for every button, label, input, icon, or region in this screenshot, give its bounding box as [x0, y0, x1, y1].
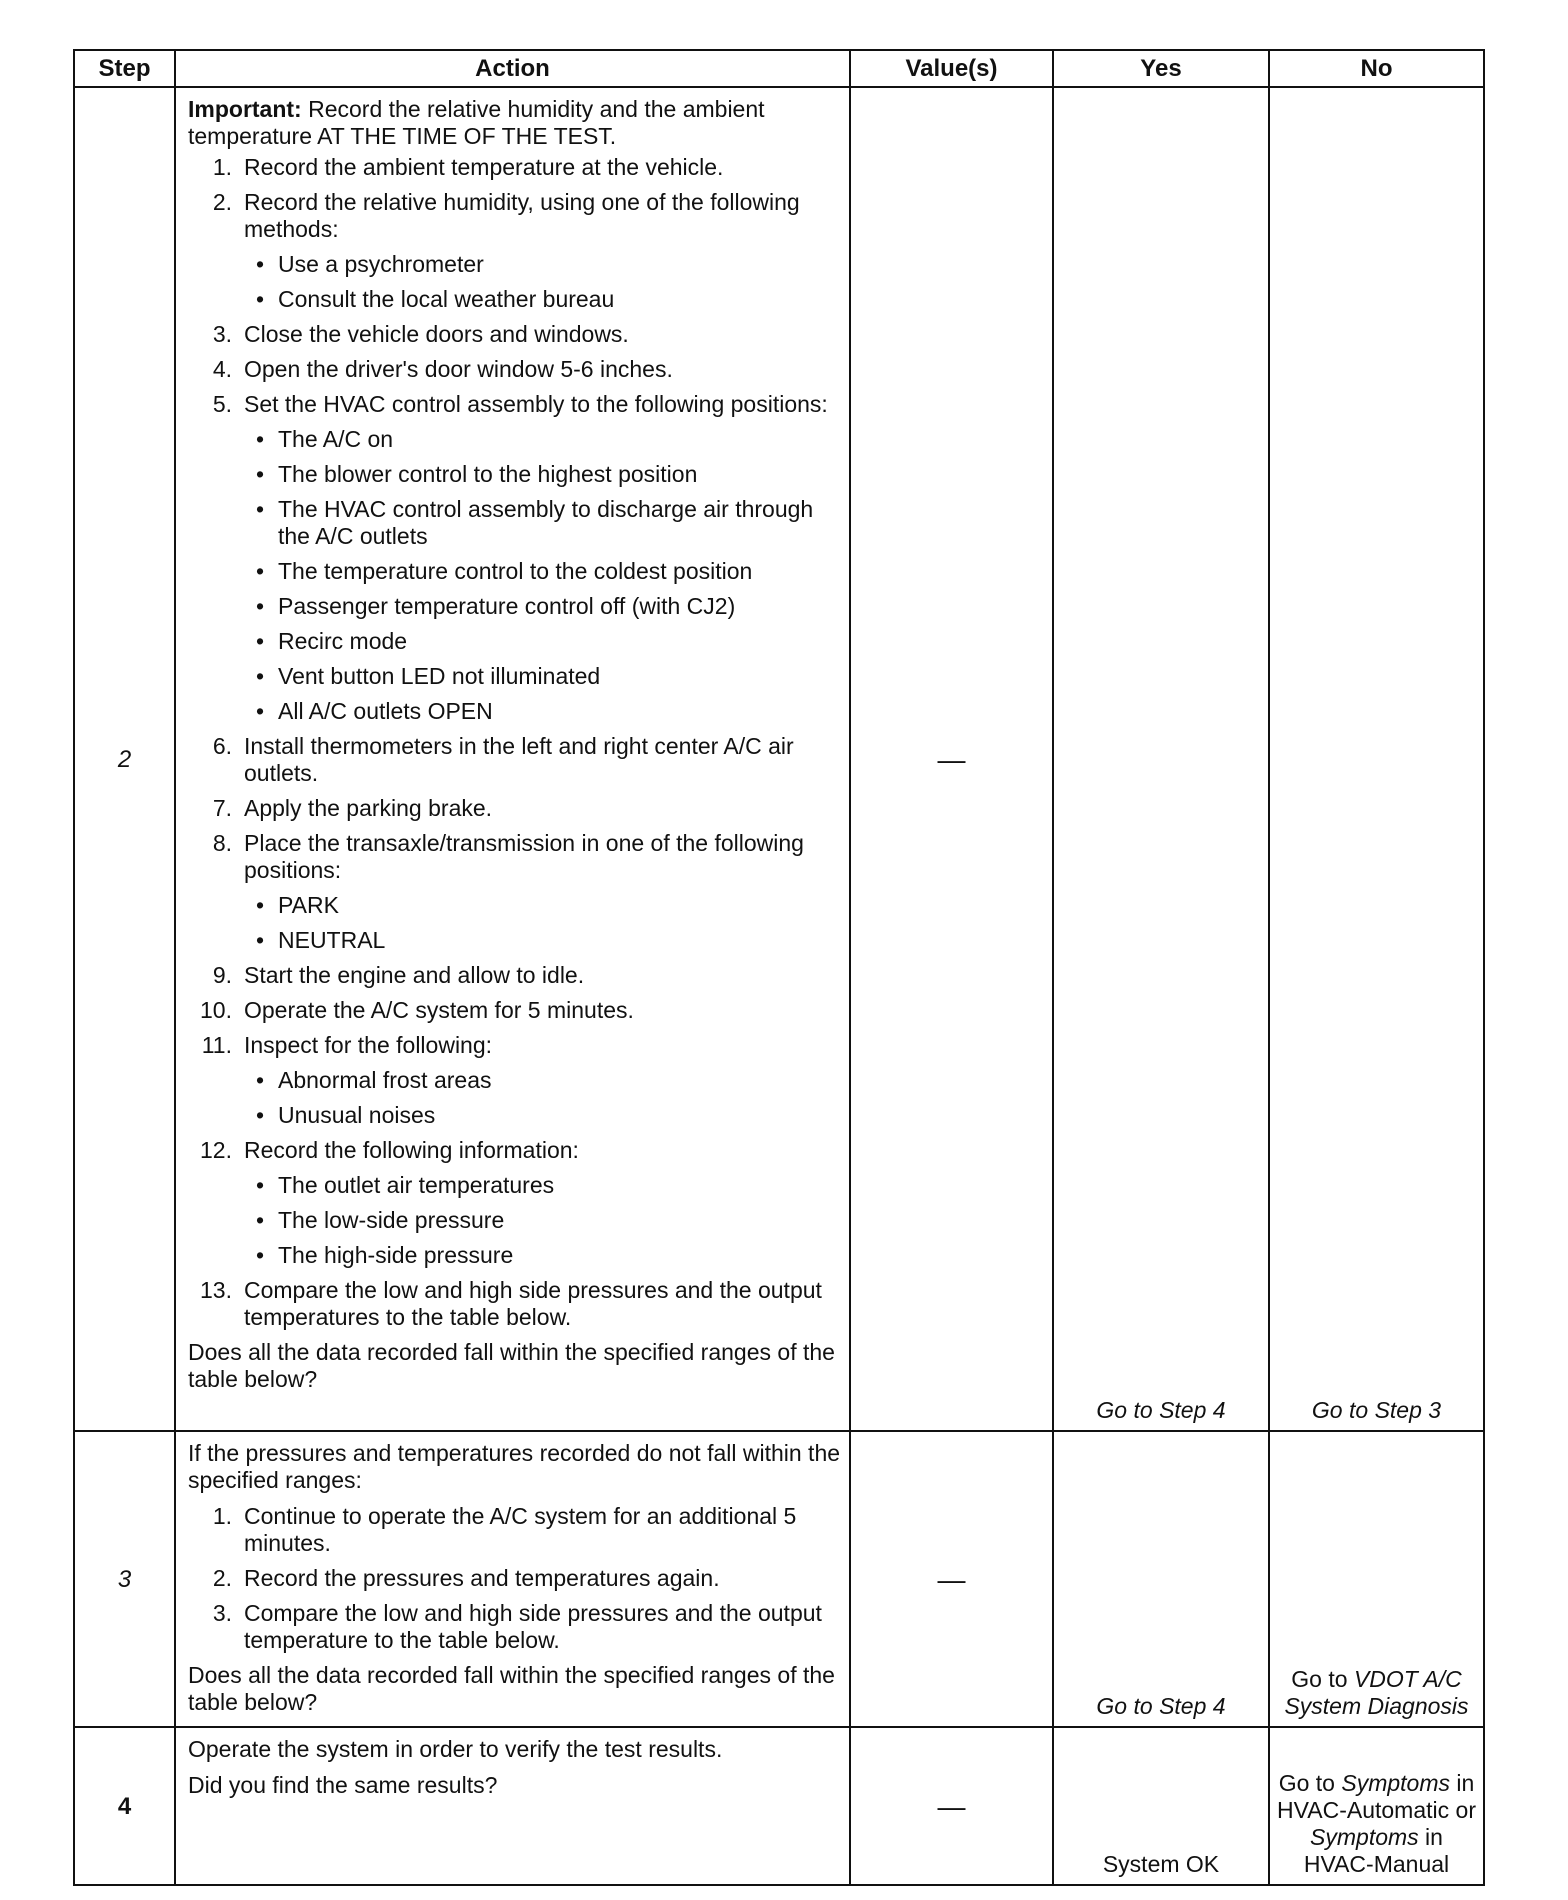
- item-number: 8.: [212, 830, 232, 856]
- bullet-item: • Consult the local weather bureau: [244, 286, 841, 313]
- step-list: [188, 154, 841, 1331]
- symptoms-link-manual: Symptoms: [1310, 1824, 1419, 1850]
- item-number: 12.: [200, 1137, 232, 1163]
- step-number: 3: [74, 1431, 175, 1727]
- list-item: [188, 1503, 841, 1557]
- bullet-item: • The high-side pressure: [244, 1242, 841, 1269]
- question: Does all the data recorded fall within the specified ranges of the table below?: [188, 1339, 835, 1392]
- item-text: Close the vehicle doors and windows.: [244, 321, 629, 347]
- item-text: Apply the parking brake.: [244, 795, 493, 821]
- bullet-item: • The low-side pressure: [244, 1207, 841, 1234]
- item-text: Continue to operate the A/C system for an additional 5 minutes.: [244, 1503, 797, 1556]
- value-cell: —: [850, 1431, 1053, 1727]
- item-text: Compare the low and high side pressures and the output temperature to the table below.: [244, 1600, 822, 1653]
- important-text: Record the relative humidity and the ambient temperature AT THE TIME OF THE TEST.: [188, 96, 765, 149]
- action-line-1: Operate the system in order to verify the test results.: [188, 1736, 723, 1762]
- item-text: Record the relative humidity, using one of the following methods:: [244, 189, 800, 242]
- symptoms-link-automatic: Symptoms: [1341, 1770, 1450, 1796]
- bullet-item: • Use a psychrometer: [244, 251, 841, 278]
- item-text: Start the engine and allow to idle.: [244, 962, 585, 988]
- step-number: 2: [74, 87, 175, 1431]
- bullet-item: • Abnormal frost areas: [244, 1067, 841, 1094]
- no-cell: [1269, 1431, 1484, 1727]
- header-step: Step: [74, 50, 175, 87]
- item-number: 11.: [201, 1032, 232, 1058]
- item-number: 6.: [212, 733, 232, 759]
- list-item: [188, 962, 841, 989]
- item-text: Place the transaxle/transmission in one of the following positions:: [244, 830, 804, 883]
- table-row-step-2: [74, 87, 1484, 1431]
- header-yes: Yes: [1053, 50, 1269, 87]
- item-text: Compare the low and high side pressures and the output temperatures to the table below.: [244, 1277, 822, 1330]
- item-text: Record the ambient temperature at the vehicle.: [244, 154, 724, 180]
- bullet-list: [244, 426, 841, 725]
- item-text: Inspect for the following:: [244, 1032, 493, 1058]
- bullet-list: [244, 251, 841, 313]
- list-item: [188, 733, 841, 787]
- value-cell: —: [850, 1727, 1053, 1885]
- bullet-item: • The HVAC control assembly to discharge air through the A/C outlets: [244, 496, 841, 550]
- list-item: [188, 997, 841, 1024]
- no-cell: Go to Step 3: [1269, 87, 1484, 1431]
- bullet-item: • Unusual noises: [244, 1102, 841, 1129]
- item-number: 2.: [212, 189, 232, 215]
- item-text: Operate the A/C system for 5 minutes.: [244, 997, 634, 1023]
- header-values: Value(s): [850, 50, 1053, 87]
- list-item: [188, 1277, 841, 1331]
- item-text: Record the pressures and temperatures again.: [244, 1565, 720, 1591]
- bullet-item: • The outlet air temperatures: [244, 1172, 841, 1199]
- diagnostic-table: [73, 49, 1485, 1886]
- list-item: [188, 830, 841, 954]
- header-action: Action: [175, 50, 850, 87]
- list-item: [188, 795, 841, 822]
- bullet-item: • NEUTRAL: [244, 927, 841, 954]
- item-number: 9.: [212, 962, 232, 988]
- item-text: Record the following information:: [244, 1137, 579, 1163]
- no-in-manual: in HVAC-Manual: [1303, 1824, 1450, 1877]
- item-text: Install thermometers in the left and right center A/C air outlets.: [244, 733, 794, 786]
- list-item: [188, 356, 841, 383]
- important-label: Important:: [188, 96, 302, 122]
- vdot-diagnosis-link: VDOT A/C System Diagnosis: [1284, 1666, 1469, 1719]
- list-item: [188, 1600, 841, 1654]
- bullet-item: • The temperature control to the coldest position: [244, 558, 841, 585]
- yes-cell: System OK: [1053, 1727, 1269, 1885]
- header-no: No: [1269, 50, 1484, 87]
- no-prefix: Go to: [1291, 1666, 1354, 1692]
- intro-text: If the pressures and temperatures recorded do not fall within the specified ranges:: [188, 1440, 841, 1493]
- bullet-item: • Recirc mode: [244, 628, 841, 655]
- step-list: [188, 1503, 841, 1654]
- no-in-automatic: in HVAC-Automatic: [1277, 1770, 1475, 1823]
- item-number: 3.: [212, 321, 232, 347]
- list-item: [188, 189, 841, 313]
- item-number: 10.: [200, 997, 232, 1023]
- item-number: 5.: [212, 391, 232, 417]
- question: Does all the data recorded fall within the specified ranges of the table below?: [188, 1662, 835, 1715]
- list-item: [188, 154, 841, 181]
- bullet-list: [244, 1067, 841, 1129]
- no-go-to: Go to: [1278, 1770, 1342, 1796]
- item-number: 1.: [212, 1503, 232, 1529]
- important-note: [188, 96, 841, 150]
- no-or: or: [1449, 1797, 1476, 1823]
- item-text: Open the driver's door window 5-6 inches.: [244, 356, 673, 382]
- bullet-item: • Vent button LED not illuminated: [244, 663, 841, 690]
- bullet-item: • Passenger temperature control off (with CJ2): [244, 593, 841, 620]
- action-cell: [175, 1727, 850, 1885]
- action-cell: [175, 87, 850, 1431]
- bullet-item: • All A/C outlets OPEN: [244, 698, 841, 725]
- list-item: [188, 1137, 841, 1269]
- item-number: 4.: [212, 356, 232, 382]
- item-number: 2.: [212, 1565, 232, 1591]
- value-cell: —: [850, 87, 1053, 1431]
- item-number: 1.: [212, 154, 232, 180]
- list-item: [188, 321, 841, 348]
- action-cell: [175, 1431, 850, 1727]
- header-row: [74, 50, 1484, 87]
- table-row-step-4: [74, 1727, 1484, 1885]
- bullet-list: [244, 1172, 841, 1269]
- table-row-step-3: [74, 1431, 1484, 1727]
- list-item: [188, 391, 841, 725]
- item-number: 7.: [212, 795, 232, 821]
- bullet-item: • PARK: [244, 892, 841, 919]
- item-text: Set the HVAC control assembly to the following positions:: [244, 391, 828, 417]
- bullet-item: • The A/C on: [244, 426, 841, 453]
- yes-cell: Go to Step 4: [1053, 87, 1269, 1431]
- yes-cell: Go to Step 4: [1053, 1431, 1269, 1727]
- item-number: 3.: [212, 1600, 232, 1626]
- step-number: 4: [74, 1727, 175, 1885]
- item-number: 13.: [200, 1277, 232, 1303]
- list-item: [188, 1565, 841, 1592]
- action-line-2: Did you find the same results?: [188, 1772, 498, 1798]
- list-item: [188, 1032, 841, 1129]
- bullet-item: • The blower control to the highest position: [244, 461, 841, 488]
- bullet-list: [244, 892, 841, 954]
- no-cell: [1269, 1727, 1484, 1885]
